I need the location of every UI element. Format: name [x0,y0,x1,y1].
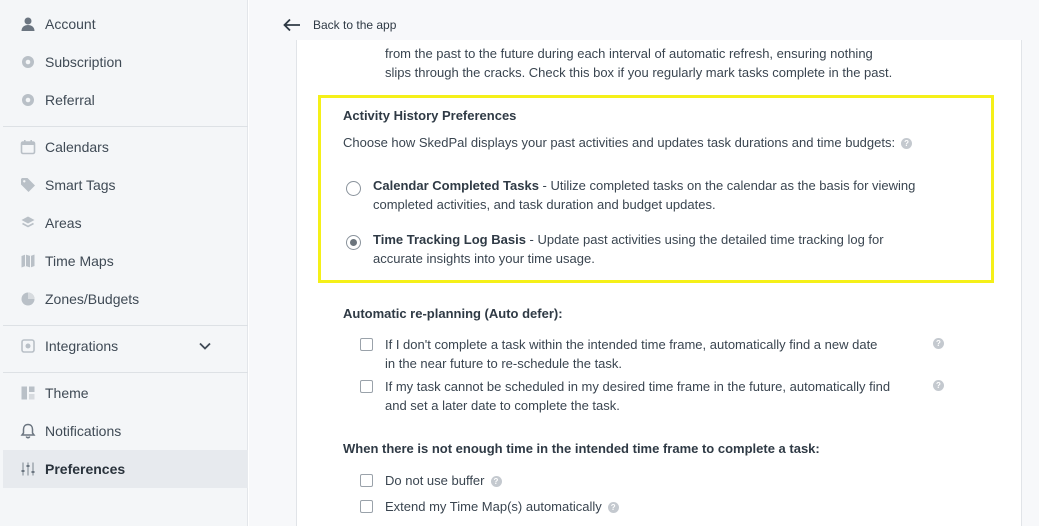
sidebar-item-subscription[interactable] [3,43,248,81]
sidebar-item-label: Preferences [45,461,126,477]
calendar-icon [19,138,37,156]
sidebar-item-label: Subscription [45,54,123,70]
sidebar-divider [3,325,248,326]
checkbox-auto-reschedule[interactable] [360,338,373,351]
auto-later-date-label [385,377,945,415]
integrations-icon [19,337,37,355]
gear-icon [19,91,37,109]
sidebar-item-label: Zones/Budgets [45,291,140,307]
back-to-app-link[interactable] [283,18,396,32]
sidebar-item-preferences[interactable] [3,450,248,488]
help-icon[interactable]: ? [933,338,944,349]
sidebar-item-label: Time Maps [45,253,114,269]
tag-icon [19,176,37,194]
auto-defer-title: Automatic re-planning (Auto defer): [343,306,563,321]
option-name: Calendar Completed Tasks [373,178,539,193]
no-buffer-label [385,471,502,490]
sidebar-item-notifications[interactable] [3,412,248,450]
sidebar-item-referral[interactable] [3,81,248,119]
activity-history-description [343,135,912,150]
sidebar-item-label: Account [45,16,96,32]
sidebar [0,0,248,526]
label-text: Extend my Time Map(s) automatically [385,499,602,514]
option-desc: completed activities, and task duration and budget updates. [373,197,716,212]
sidebar-item-zones-budgets[interactable] [3,280,248,318]
help-icon[interactable]: ? [901,138,912,149]
checkbox-no-buffer[interactable] [360,474,373,487]
sidebar-item-calendars[interactable] [3,128,248,166]
label-text: Do not use buffer [385,473,485,488]
bell-icon [19,422,37,440]
activity-history-title: Activity History Preferences [343,108,517,123]
option-time-tracking-log-basis [373,230,973,268]
map-icon [19,252,37,270]
sidebar-item-label: Referral [45,92,95,108]
chevron-down-icon[interactable] [198,339,212,353]
option-desc: - Update past activities using the detailed time tracking log for [525,232,884,247]
help-icon[interactable]: ? [933,380,944,391]
description-line: slips through the cracks. Check this box if you regularly mark tasks complete in the past. [385,65,893,80]
sidebar-divider [3,372,248,373]
label-line: in the near future to re-schedule the task. [385,356,623,371]
layers-icon [19,214,37,232]
sidebar-item-label: Calendars [45,139,109,155]
extend-time-maps-label [385,497,619,516]
option-desc: - Utilize completed tasks on the calendar as the basis for viewing [538,178,916,193]
sidebar-item-label: Integrations [45,338,119,354]
gear-icon [19,53,37,71]
help-icon[interactable]: ? [491,476,502,487]
sliders-icon [19,460,37,478]
sidebar-item-theme[interactable] [3,374,248,412]
checkbox-extend-time-maps[interactable] [360,500,373,513]
sidebar-item-label: Areas [45,215,82,231]
back-label: Back to the app [313,18,397,32]
option-name: Time Tracking Log Basis [373,232,526,247]
sidebar-item-time-maps[interactable] [3,242,248,280]
label-line: and set a later date to complete the task. [385,398,620,413]
not-enough-time-title: When there is not enough time in the intended time frame to complete a task: [343,441,820,456]
sidebar-item-label: Theme [45,385,89,401]
radio-calendar-completed-tasks[interactable] [346,181,361,196]
sidebar-item-smart-tags[interactable] [3,166,248,204]
auto-reschedule-label [385,335,945,373]
sidebar-item-integrations[interactable] [3,327,248,365]
description-line: from the past to the future during each interval of automatic refresh, ensuring nothing [385,46,873,61]
sidebar-divider [3,126,248,127]
description-text: Choose how SkedPal displays your past activities and updates task durations and time budgets: [343,135,896,150]
sidebar-item-label: Smart Tags [45,177,116,193]
label-line: If my task cannot be scheduled in my desired time frame in the future, automatically find [385,379,891,394]
pie-icon [19,290,37,308]
sidebar-item-areas[interactable] [3,204,248,242]
label-line: If I don't complete a task within the intended time frame, automatically find a new date [385,337,878,352]
radio-time-tracking-log-basis[interactable] [346,235,361,250]
sidebar-item-account[interactable] [3,5,248,43]
theme-icon [19,384,37,402]
auto-refresh-description [385,44,945,82]
checkbox-auto-later-date[interactable] [360,380,373,393]
sidebar-item-label: Notifications [45,423,122,439]
user-icon [19,15,37,33]
help-icon[interactable]: ? [608,502,619,513]
option-calendar-completed-tasks [373,176,973,214]
arrow-left-icon [283,18,301,32]
option-desc: accurate insights into your time usage. [373,251,595,266]
